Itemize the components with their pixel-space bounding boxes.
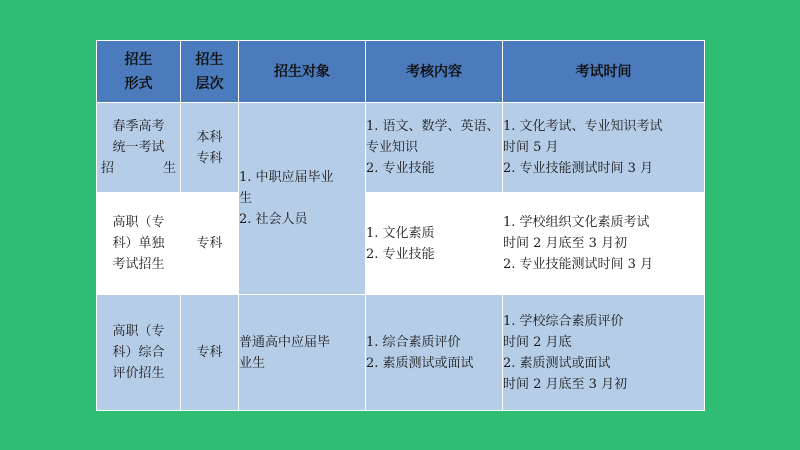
header-target: 招生对象 xyxy=(239,41,366,103)
header-time: 考试时间 xyxy=(503,41,705,103)
content-cell: 1. 语文、数学、英语、 专业知识 2. 专业技能 xyxy=(366,103,503,193)
form-cell: 春季高考 统一考试 招 生 xyxy=(97,103,181,193)
header-level: 招生 层次 xyxy=(181,41,239,103)
level-cell: 本科 专科 xyxy=(181,103,239,193)
table-header-row xyxy=(97,41,705,103)
time-cell: 1. 学校组织文化素质考试 时间 2 月底至 3 月初 2. 专业技能测试时间 3 月 xyxy=(503,193,705,295)
form-cell: 高职（专 科）单独 考试招生 xyxy=(97,193,181,295)
header-form: 招生 形式 xyxy=(97,41,181,103)
time-cell: 1. 文化考试、专业知识考试 时间 5 月 2. 专业技能测试时间 3 月 xyxy=(503,103,705,193)
content-cell: 1. 文化素质 2. 专业技能 xyxy=(366,193,503,295)
form-cell: 高职（专 科）综合 评价招生 xyxy=(97,295,181,411)
table-row xyxy=(97,103,705,193)
target-cell: 普通高中应届毕 业生 xyxy=(239,295,366,411)
table-row xyxy=(97,295,705,411)
time-cell: 1. 学校综合素质评价 时间 2 月底 2. 素质测试或面试 时间 2 月底至 3 月初 xyxy=(503,295,705,411)
content-cell: 1. 综合素质评价 2. 素质测试或面试 xyxy=(366,295,503,411)
level-cell: 专科 xyxy=(181,193,239,295)
target-cell-merged: 1. 中职应届毕业 生 2. 社会人员 xyxy=(239,103,366,295)
table-row xyxy=(97,193,705,295)
level-cell: 专科 xyxy=(181,295,239,411)
header-content: 考核内容 xyxy=(366,41,503,103)
enrollment-table xyxy=(96,40,705,411)
